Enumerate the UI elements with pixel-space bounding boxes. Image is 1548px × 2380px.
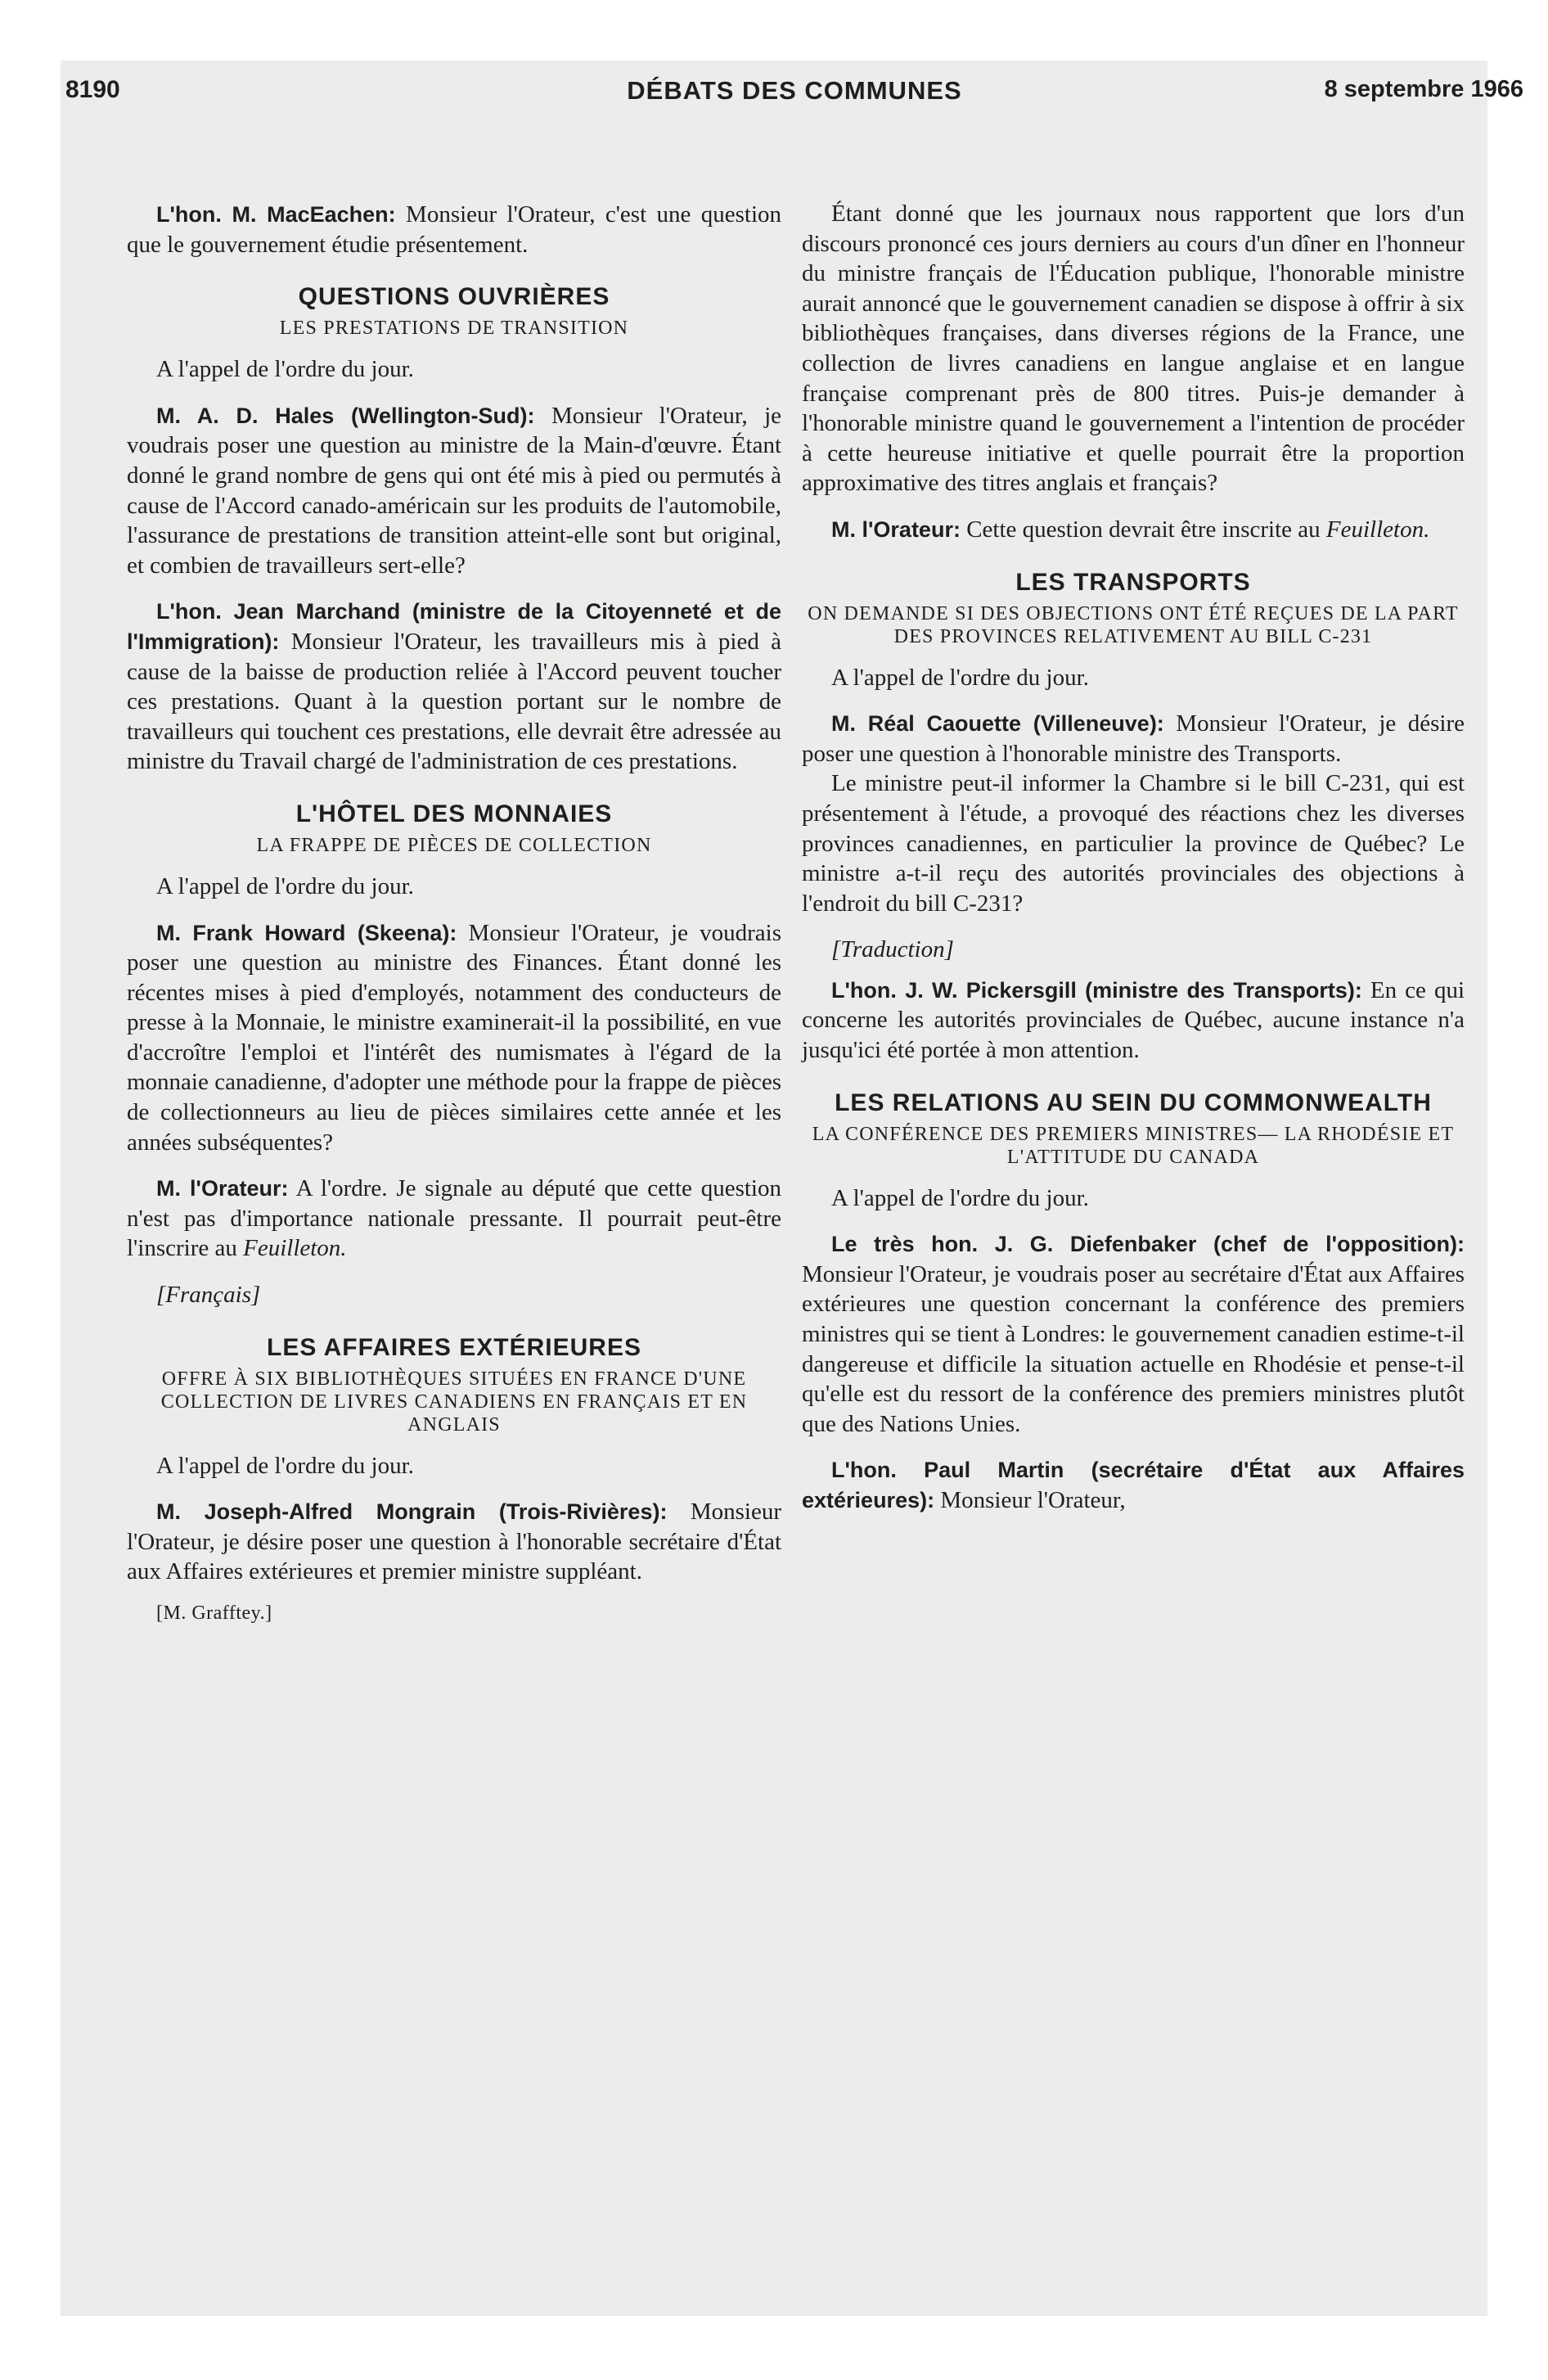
- paragraph: [802, 1229, 1465, 1439]
- speech-text: Monsieur l'Orateur, je voudrais poser une question au ministre des Finances. Étant donné les récentes mises à pied d'employés, notamment des conducteurs de presse à la Monnaie, le ministre examinerait-il la possibilité, en vue d'accroître l'emploi et l'intérêt des numismates à l'égard de la monnaie canadienne, d'adopter une méthode pour la frappe de pièces de collectionneurs au lieu de pièces similaires cette année et les années subséquentes?: [127, 919, 781, 1156]
- section-subheading: LA FRAPPE DE PIÈCES DE COLLECTION: [256, 834, 652, 856]
- speech-text: En ce qui concerne les autorités provinciales de Québec, aucune instance n'a jusqu'ici été portée à mon attention.: [802, 976, 1465, 1064]
- section-heading: L'HÔTEL DES MONNAIES: [295, 800, 613, 827]
- speaker: M. Frank Howard (Skeena):: [156, 920, 457, 945]
- section-subheading: LA CONFÉRENCE DES PREMIERS MINISTRES— LA RHODÉSIE ET L'ATTITUDE DU CANADA: [812, 1123, 1455, 1168]
- speaker: L'hon. Jean Marchand (ministre de la Citoyenneté et de l'Immigration):: [127, 599, 781, 654]
- speaker: M. l'Orateur:: [831, 516, 961, 542]
- paragraph: [127, 597, 781, 777]
- paragraph: [127, 401, 781, 581]
- right-column: [802, 199, 1465, 1516]
- speaker: Le très hon. J. G. Diefenbaker (chef de l'opposition):: [831, 1232, 1465, 1257]
- paragraph: [127, 1174, 781, 1264]
- speech-italic: Feuilleton.: [1325, 516, 1430, 543]
- speech-text: Monsieur l'Orateur, je désire poser une question à l'honorable ministre des Transports.: [802, 710, 1465, 767]
- paragraph: Le ministre peut-il informer la Chambre si le bill C-231, qui est présentement à l'étude, a provoqué des réactions chez les diverses provinces canadiennes, en particulier la province de Québec? Le ministre a-t-il reçu des autorités provinciales des objections à l'endroit du bill C-231?: [802, 770, 1465, 917]
- section-heading: LES AFFAIRES EXTÉRIEURES: [267, 1333, 641, 1361]
- speaker: L'hon. J. W. Pickersgill (ministre des Transports):: [831, 977, 1362, 1003]
- page-date: 8 septembre 1966: [1324, 76, 1523, 102]
- speech-text: Monsieur l'Orateur, c'est une question que le gouvernement étudie présentement.: [127, 201, 781, 258]
- footnote: [M. Grafftey.]: [156, 1602, 272, 1624]
- language-note: [Français]: [156, 1282, 261, 1309]
- page-number: 8190: [65, 76, 120, 103]
- section-subheading: LES PRESTATIONS DE TRANSITION: [279, 318, 629, 340]
- page-header: [65, 76, 1523, 109]
- paragraph: [127, 200, 781, 259]
- speech-text: Monsieur l'Orateur, je voudrais poser une question au ministre de la Main-d'œuvre. Étant donné le grand nombre de gens qui ont été mis à pied ou permutés à cause de l'Accord canado-américain sur les produits de l'automobile, l'assurance de prestations de transition atteint-elle sont but original, et combien de travailleurs sert-elle?: [127, 402, 781, 579]
- speaker: M. Joseph-Alfred Mongrain (Trois-Rivières):: [156, 1499, 668, 1525]
- speech-text: Monsieur l'Orateur, les travailleurs mis à pied à cause de la baisse de production reliée à l'Accord peuvent toucher ces prestations. Quant à la question portant sur le nombre de travailleurs qui touchent ces prestations, elle devrait être adressée au ministre du Travail chargé de l'administration de ces prestations.: [127, 628, 781, 775]
- language-note: [Traduction]: [831, 936, 954, 963]
- section-subheading: OFFRE À SIX BIBLIOTHÈQUES SITUÉES EN FRANCE D'UNE COLLECTION DE LIVRES CANADIENS EN FRANÇAIS ET EN ANGLAIS: [160, 1368, 748, 1436]
- section-heading: LES RELATIONS AU SEIN DU COMMONWEALTH: [835, 1089, 1432, 1116]
- speaker: L'hon. Paul Martin (secrétaire d'État aux Affaires extérieures):: [802, 1458, 1465, 1512]
- paragraph: [127, 1497, 781, 1587]
- order-of-day: A l'appel de l'ordre du jour.: [831, 664, 1089, 691]
- speech-text: Monsieur l'Orateur, je désire poser une question à l'honorable secrétaire d'État aux Affaires extérieures et premier ministre suppléant.: [127, 1499, 781, 1585]
- paragraph: [802, 976, 1465, 1066]
- order-of-day: A l'appel de l'ordre du jour.: [831, 1184, 1089, 1211]
- speech-text: Monsieur l'Orateur, je voudrais poser au secrétaire d'État aux Affaires extérieures une question concernant la conférence des premiers ministres qui se tient à Londres: le gouvernement canadien estime-t-il dangereuse et difficile la situation actuelle en Rhodésie et pense-t-il qu'elle est du ressort de la conférence des premiers ministres plutôt que des Nations Unies.: [802, 1260, 1465, 1437]
- speech-italic: Feuilleton.: [243, 1235, 347, 1262]
- left-column: [127, 200, 781, 1629]
- speaker: M. A. D. Hales (Wellington-Sud):: [156, 403, 535, 428]
- section-heading: QUESTIONS OUVRIÈRES: [298, 283, 610, 311]
- paragraph: [802, 709, 1465, 769]
- speaker: L'hon. M. MacEachen:: [156, 202, 396, 227]
- speaker: M. Réal Caouette (Villeneuve):: [831, 711, 1164, 737]
- order-of-day: A l'appel de l'ordre du jour.: [156, 872, 414, 899]
- speech-text: Monsieur l'Orateur,: [934, 1487, 1126, 1513]
- paragraph: [127, 918, 781, 1158]
- section-heading: LES TRANSPORTS: [1015, 568, 1251, 596]
- section-subheading: ON DEMANDE SI DES OBJECTIONS ONT ÉTÉ REÇUES DE LA PART DES PROVINCES RELATIVEMENT AU BILL C-231: [808, 602, 1459, 647]
- speech-text: A l'ordre. Je signale au député que cette question n'est pas d'importance nationale pressante. Il pourrait peut-être l'inscrire au: [127, 1175, 781, 1262]
- paragraph: [802, 515, 1465, 545]
- page-title: DÉBATS DES COMMUNES: [627, 76, 962, 105]
- paragraph: Étant donné que les journaux nous rapportent que lors d'un discours prononcé ces jours derniers au cours d'un dîner en l'honneur du ministre français de l'Éducation publique, l'honorable ministre aurait annoncé que le gouvernement canadien se dispose à offrir à six bibliothèques françaises, dans diverses régions de la France, une collection de livres canadiens en langue anglaise et en langue française comprenant près de 800 titres. Puis-je demander à l'honorable ministre quand le gouvernement a l'intention de procéder à cette heureuse initiative et quelle pourrait être la proportion approximative des titres anglais et français?: [802, 201, 1465, 497]
- paragraph: [802, 1455, 1465, 1515]
- speech-text: Cette question devrait être inscrite au: [960, 516, 1326, 543]
- order-of-day: A l'appel de l'ordre du jour.: [156, 356, 414, 383]
- order-of-day: A l'appel de l'ordre du jour.: [156, 1452, 414, 1479]
- speaker: M. l'Orateur:: [156, 1176, 289, 1201]
